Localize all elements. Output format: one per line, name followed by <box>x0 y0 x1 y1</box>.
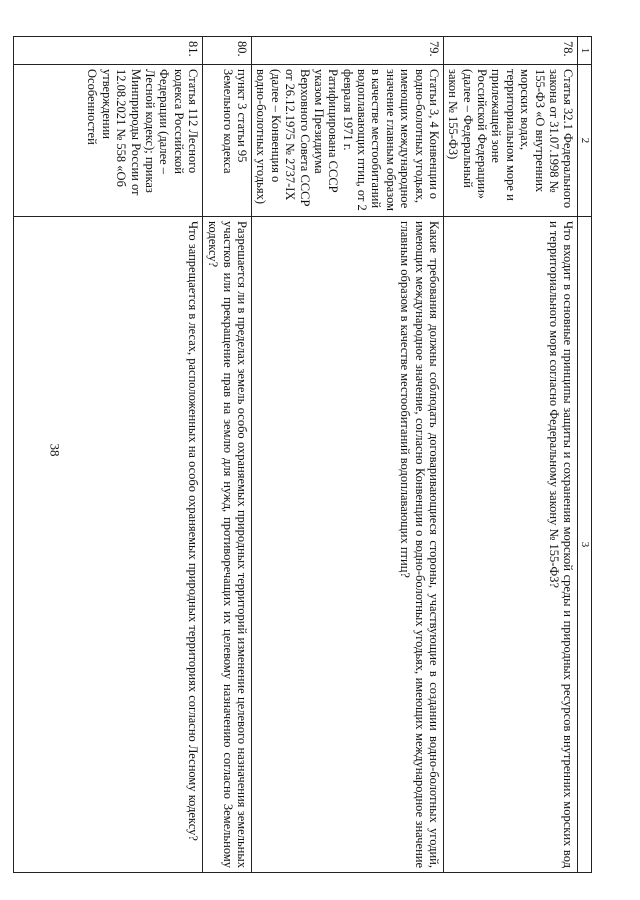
row-question: Разрешается ли в пределах земель особо охраняемых природных территорий изменение целевого назначения земельных участков или прекращение прав на землю для нужд, противоречащих их целевому назначению согласно Земельному кодексу? <box>203 217 252 873</box>
row-question: Что входит в основные принципы защиты и сохранения морской среды и природных ресурсов внутренних морских вод и территориального моря согласно Федеральному закону № 155-ФЗ? <box>443 217 577 873</box>
rotated-table-wrapper <box>82 36 592 872</box>
header-col-3: 3 <box>578 217 592 873</box>
page-number: 38 <box>47 443 63 457</box>
row-number: 79. <box>252 37 444 65</box>
row-source: Статья 112 Лесного кодекса Российской Федерации (далее – Лесной кодекс); приказ Минприроды России от 12.08.2021 № 558 «Об утверждении Особенностей <box>14 65 203 217</box>
row-source: пункт 3 статьи 95 Земельного кодекса <box>203 65 252 217</box>
table-row <box>14 37 203 873</box>
table-row <box>252 37 444 873</box>
row-number: 81. <box>14 37 203 65</box>
row-source: Статьи 3, 4 Конвенции о водно-болотных угодьях, имеющих международное значение главным образом в качестве местообитаний водоплавающих птиц, от 2 февраля 1971 г. Ратифицирована СССР указом Президиума Верховного Совета СССР от 26.12.1975 № 2737-IX (далее – Конвенция о водно-болотных угодьях) <box>252 65 444 217</box>
row-question: Какие требования должны соблюдать договаривающиеся стороны, участвующие в создании водно-болотных угодий, имеющих международное значение, согласно Конвенции о водно-болотных угодьях, имеющих международное значение главным образом в качестве местообитаний водоплавающих птиц? <box>252 217 444 873</box>
row-number: 80. <box>203 37 252 65</box>
table-row <box>203 37 252 873</box>
row-source: Статья 32.1 Федерального закона от 31.07.1998 № 155-ФЗ «О внутренних морских водах, территориальном море и прилежащей зоне Российской Федерации» (далее – Федеральный закон № 155-ФЗ) <box>443 65 577 217</box>
row-number: 78. <box>443 37 577 65</box>
header-col-1: 1 <box>578 37 592 65</box>
header-col-2: 2 <box>578 65 592 217</box>
row-question: Что запрещается в лесах, расположенных на особо охраняемых природных территориях согласно Лесному кодексу? <box>14 217 203 873</box>
header-row <box>578 37 592 873</box>
table-row <box>443 37 577 873</box>
questions-table <box>13 36 592 873</box>
